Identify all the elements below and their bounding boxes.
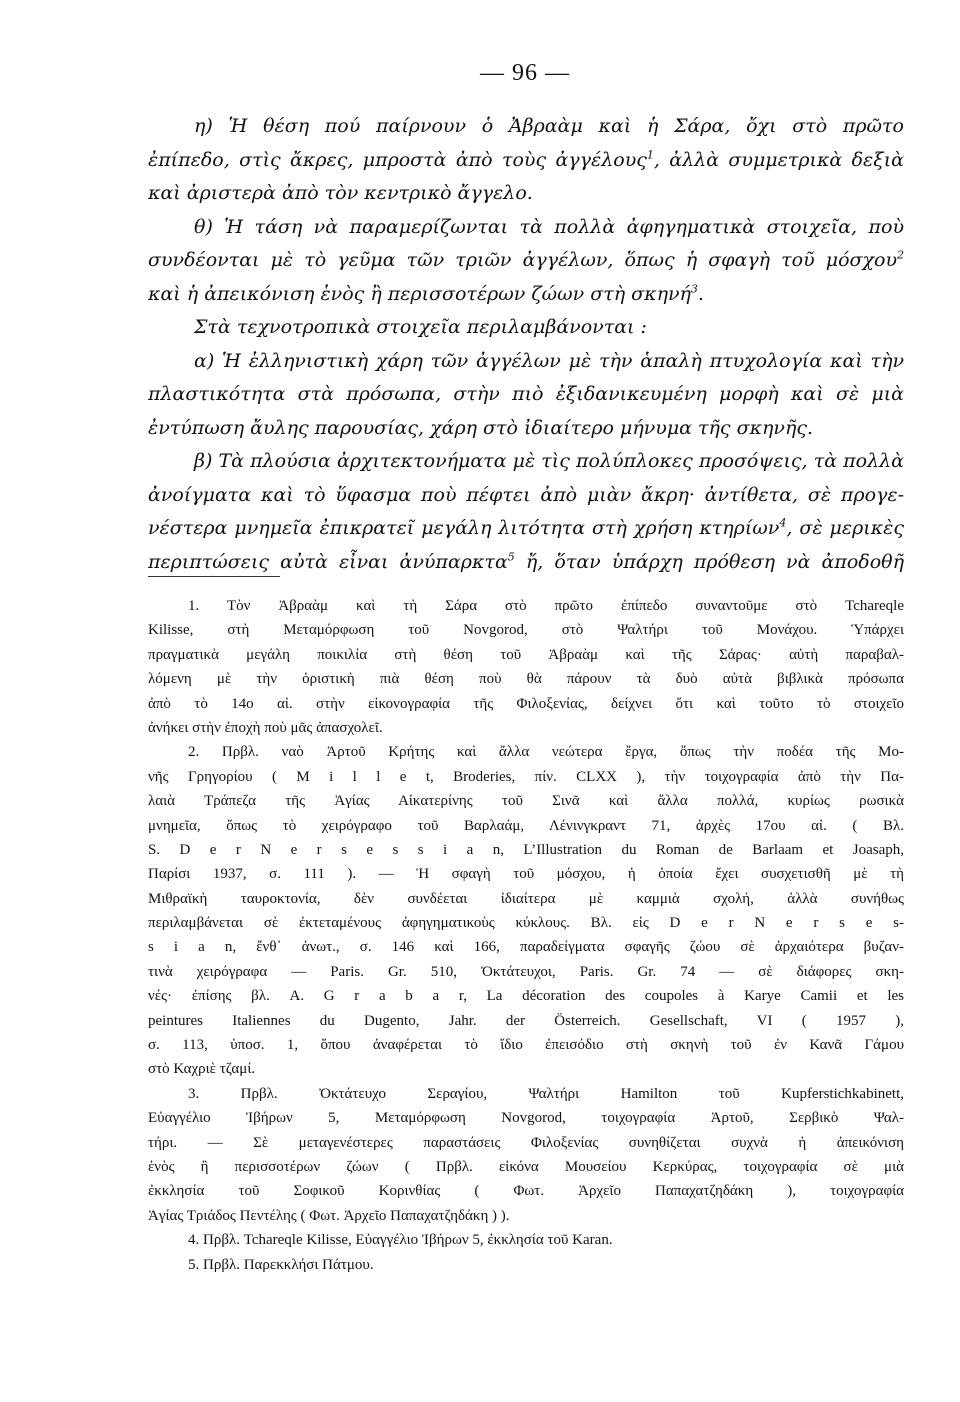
footnote-line: 2. Πρβλ. ναὸ Ἀρτοῦ Κρήτης καὶ ἄλλα νεώτερα ἔργα, ὅπως τὴν ποδέα τῆς Μο-	[188, 744, 904, 761]
footnote-ref: 2	[897, 248, 904, 262]
footnote-line: S. D e r N e r s e s s i a n, L’Illustration du Roman de Barlaam et Joasaph,	[148, 841, 904, 858]
body-line: β) Τὰ πλούσια ἀρχιτεκτονήματα μὲ τὶς πολύπλοκες προσόψεις, τὰ πολλὰ	[194, 450, 904, 472]
footnote-line: ἐκκλησία τοῦ Σοφικοῦ Κορινθίας ( Φωτ. Ἀρχεῖο Παπαχατζηδάκη ), τοιχογραφία	[148, 1183, 904, 1200]
footnote-line: νές· ἐπίσης βλ. A. G r a b a r, La décoration des coupoles à Karye Camii et les	[148, 988, 904, 1005]
footnote-line: Kilisse, στὴ Μεταμόρφωση τοῦ Novgorod, στὸ Ψαλτήρι τοῦ Μονάχου. Ὑπάρχει	[148, 622, 904, 639]
footnote-line: ἀνήκει στὴν ἐποχὴ ποὺ μᾶς ἀπασχολεῖ.	[148, 719, 383, 736]
footnote-line: Ἁγίας Τριάδος Πεντέλης ( Φωτ. Ἀρχεῖο Παπαχατζηδάκη ) ).	[148, 1207, 510, 1224]
body-line: Στὰ τεχνοτροπικὰ στοιχεῖα περιλαμβάνονται :	[194, 316, 647, 338]
body-line: νέστερα μνημεῖα ἐπικρατεῖ μεγάλη λιτότητα στὴ χρήση κτηρίων$^4$, σὲ μερικὲς	[148, 516, 904, 539]
footnote-ref: 5	[507, 550, 515, 564]
body-line: θ) Ἡ τάση νὰ παραμερίζωνται τὰ πολλὰ ἀφηγηματικὰ στοιχεῖα, ποὺ	[194, 215, 904, 238]
footnote-divider	[148, 576, 280, 577]
footnotes	[148, 594, 904, 1277]
footnote-line: ἀπὸ τὸ 14ο αἰ. στὴν εἰκονογραφία τῆς Φιλοξενίας, δείχνει ὅτι καὶ τοῦτο τὸ στοιχεῖο	[148, 695, 904, 712]
footnote-line: πραγματικὰ μεγάλη ποικιλία στὴ θέση τοῦ Ἀβραὰμ καὶ τῆς Σάρας· αὐτὴ παραβαλ-	[148, 646, 904, 663]
footnote-line: λόμενη μὲ τὴν ὁριστικὴ πιὰ θέση ποὺ θὰ πάρουν τὰ δυὸ αὐτὰ βιβλικὰ πρόσωπα	[148, 671, 904, 688]
footnote-line: λαιὰ Τράπεζα τῆς Ἁγίας Αἰκατερίνης τοῦ Σινᾶ καὶ ἄλλα πολλά, κυρίως ρωσικὰ	[148, 793, 904, 810]
body-line: περιπτώσεις αὐτὰ εἶναι ἀνύπαρκτα$^5$ ἤ, ὅταν ὑπάρχη πρόθεση νὰ ἀποδοθῆ	[148, 550, 904, 573]
footnote-line: 3. Πρβλ. Ὀκτάτευχο Σεραγίου, Ψαλτήρι Hamilton τοῦ Kupferstichkabinett,	[188, 1085, 904, 1102]
body-line: η) Ἡ θέση πού παίρνουν ὁ Ἀβραὰμ καὶ ἡ Σάρα, ὄχι στὸ πρῶτο	[194, 115, 904, 137]
footnote-line: σ. 113, ὑποσ. 1, ὅπου ἀναφέρεται τὸ ἴδιο ἐπεισόδιο στὴ σκηνὴ τοῦ ἐν Κανᾶ Γάμου	[148, 1037, 904, 1054]
body-line: συνδέονται μὲ τὸ γεῦμα τῶν τριῶν ἀγγέλων, ὅπως ἡ σφαγὴ τοῦ μόσχου$^2$	[148, 248, 904, 271]
footnote-line: Μιθραϊκὴ ταυροκτονία, δὲν συνδέεται ἰδιαίτερα μὲ καμμιὰ σχολή, ἀλλὰ συνήθως	[148, 890, 904, 907]
footnote-line: peintures Italiennes du Dugento, Jahr. der Österreich. Gesellschaft, VI ( 1957 ),	[148, 1012, 904, 1029]
page-number: — 96 —	[480, 60, 570, 86]
footnote-line: μνημεῖα, ὅπως τὸ χειρόγραφο τοῦ Βαρλαάμ, Λένινγκραντ 71, ἀρχὲς 17ου αἰ. ( Βλ.	[148, 817, 904, 834]
body-text	[148, 110, 904, 579]
footnote-ref: 4	[779, 516, 787, 530]
footnote-line: στὸ Καχριὲ τζαμί.	[148, 1061, 256, 1078]
footnote-line: νῆς Γρηγορίου ( M i l l e t, Broderies, πίν. CLXX ), τὴν τοιχογραφία ἀπὸ τὴν Πα-	[148, 768, 904, 785]
footnote-line: 5. Πρβλ. Παρεκκλήσι Πάτμου.	[188, 1256, 374, 1273]
footnote-ref: 3	[690, 282, 698, 296]
footnote-line: Παρίσι 1937, σ. 111 ). — Ἡ σφαγὴ τοῦ μόσχου, ἡ ὁποία ἔχει συσχετισθῆ μὲ τὴ	[148, 866, 904, 883]
body-line: ἐντύπωση ἄυλης παρουσίας, χάρη στὸ ἰδιαίτερο μήνυμα τῆς σκηνῆς.	[148, 416, 814, 439]
body-line: ἀνοίγματα καὶ τὸ ὕφασμα ποὺ πέφτει ἀπὸ μιὰν ἄκρη· ἀντίθετα, σὲ προγε-	[148, 483, 904, 506]
body-line: πλαστικότητα στὰ πρόσωπα, στὴν πιὸ ἐξιδανικευμένη μορφὴ καὶ σὲ μιὰ	[148, 383, 904, 405]
footnote-line: τήρι. — Σὲ μεταγενέστερες παραστάσεις Φιλοξενίας συνηθίζεται συχνὰ ἡ ἀπεικόνιση	[148, 1134, 904, 1151]
footnote-line: τινὰ χειρόγραφα — Paris. Gr. 510, Ὀκτάτευχοι, Paris. Gr. 74 — σὲ διάφορες σκη-	[148, 963, 904, 980]
footnote-line: 4. Πρβλ. Tchareqle Kilisse, Εὐαγγέλιο Ἰβήρων 5, ἐκκλησία τοῦ Karan.	[188, 1232, 613, 1249]
body-line: α) Ἡ ἑλληνιστικὴ χάρη τῶν ἀγγέλων μὲ τὴν ἁπαλὴ πτυχολογία καὶ τὴν	[194, 349, 904, 372]
footnote-line: Εὐαγγέλιο Ἰβήρων 5, Μεταμόρφωση Novgorod, τοιχογραφία Ἀρτοῦ, Σερβικὸ Ψαλ-	[148, 1110, 904, 1127]
footnote-line: περιλαμβάνεται σὲ ἐκτεταμένους ἀφηγηματικοὺς κύκλους. Βλ. εἰς D e r N e r s e s-	[148, 915, 904, 932]
footnote-ref: 1	[646, 148, 654, 162]
body-line: καὶ ἀριστερὰ ἀπὸ τὸν κεντρικὸ ἄγγελο.	[148, 182, 533, 204]
body-line: καὶ ἡ ἀπεικόνιση ἑνὸς ἢ περισσοτέρων ζώων στὴ σκηνή$^3$.	[148, 282, 704, 305]
footnote-line: ἑνὸς ἢ περισσοτέρων ζώων ( Πρβλ. εἰκόνα Μουσείου Κερκύρας, τοιχογραφία σὲ μιὰ	[148, 1158, 904, 1175]
body-line: ἐπίπεδο, στὶς ἄκρες, μπροστὰ ἀπὸ τοὺς ἀγγέλους$^1$, ἀλλὰ συμμετρικὰ δεξιὰ	[148, 148, 904, 171]
footnote-line: s i a n, ἔνθ᾽ ἀνωτ., σ. 146 καὶ 166, παραδείγματα σφαγῆς ζώου σὲ ἀρχαιότερα βυζαν-	[148, 939, 904, 956]
footnote-line: 1. Τὸν Ἀβραὰμ καὶ τὴ Σάρα στὸ πρῶτο ἐπίπεδο συναντοῦμε στὸ Tchareqle	[188, 598, 904, 614]
